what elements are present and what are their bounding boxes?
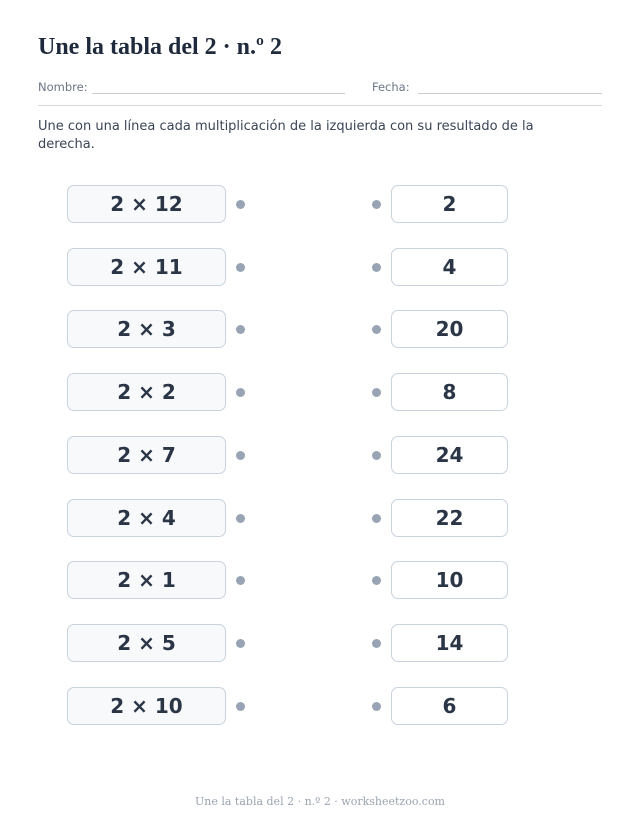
left-expression-box[interactable]: 2 × 2 [67, 373, 226, 411]
right-connector-dot[interactable] [372, 576, 381, 585]
left-connector-dot[interactable] [236, 514, 245, 523]
left-connector-dot[interactable] [236, 263, 245, 272]
left-expression-box[interactable]: 2 × 7 [67, 436, 226, 474]
header-fields [38, 78, 602, 98]
header-divider [38, 105, 602, 106]
right-result-box[interactable]: 10 [391, 561, 508, 599]
right-result-box[interactable]: 22 [391, 499, 508, 537]
instructions-text: Une con una línea cada multiplicación de la izquierda con su resultado de la derecha. [38, 119, 534, 152]
right-result-box[interactable]: 14 [391, 624, 508, 662]
left-connector-dot[interactable] [236, 325, 245, 334]
left-connector-dot[interactable] [236, 702, 245, 711]
right-connector-dot[interactable] [372, 451, 381, 460]
left-expression-box[interactable]: 2 × 5 [67, 624, 226, 662]
right-result-box[interactable]: 4 [391, 248, 508, 286]
worksheet-title: Une la tabla del 2 · n.º 2 [38, 34, 282, 60]
left-expression-box[interactable]: 2 × 12 [67, 185, 226, 223]
right-connector-dot[interactable] [372, 325, 381, 334]
left-expression-box[interactable]: 2 × 3 [67, 310, 226, 348]
page-footer: Une la tabla del 2 · n.º 2 · worksheetzoo.com [194, 795, 445, 808]
right-connector-dot[interactable] [372, 263, 381, 272]
left-expression-box[interactable]: 2 × 11 [67, 248, 226, 286]
right-connector-dot[interactable] [372, 200, 381, 209]
left-connector-dot[interactable] [236, 200, 245, 209]
left-expression-box[interactable]: 2 × 1 [67, 561, 226, 599]
left-connector-dot[interactable] [236, 576, 245, 585]
right-result-box[interactable]: 8 [391, 373, 508, 411]
right-result-box[interactable]: 6 [391, 687, 508, 725]
left-expression-box[interactable]: 2 × 4 [67, 499, 226, 537]
left-connector-dot[interactable] [236, 388, 245, 397]
date-line[interactable] [418, 93, 602, 94]
name-line[interactable] [92, 93, 345, 94]
date-label: Fecha: [372, 80, 410, 94]
right-connector-dot[interactable] [372, 388, 381, 397]
right-connector-dot[interactable] [372, 514, 381, 523]
right-result-box[interactable]: 24 [391, 436, 508, 474]
right-connector-dot[interactable] [372, 702, 381, 711]
left-connector-dot[interactable] [236, 451, 245, 460]
right-result-box[interactable]: 20 [391, 310, 508, 348]
left-expression-box[interactable]: 2 × 10 [67, 687, 226, 725]
right-result-box[interactable]: 2 [391, 185, 508, 223]
name-label: Nombre: [38, 80, 88, 94]
left-connector-dot[interactable] [236, 639, 245, 648]
right-connector-dot[interactable] [372, 639, 381, 648]
